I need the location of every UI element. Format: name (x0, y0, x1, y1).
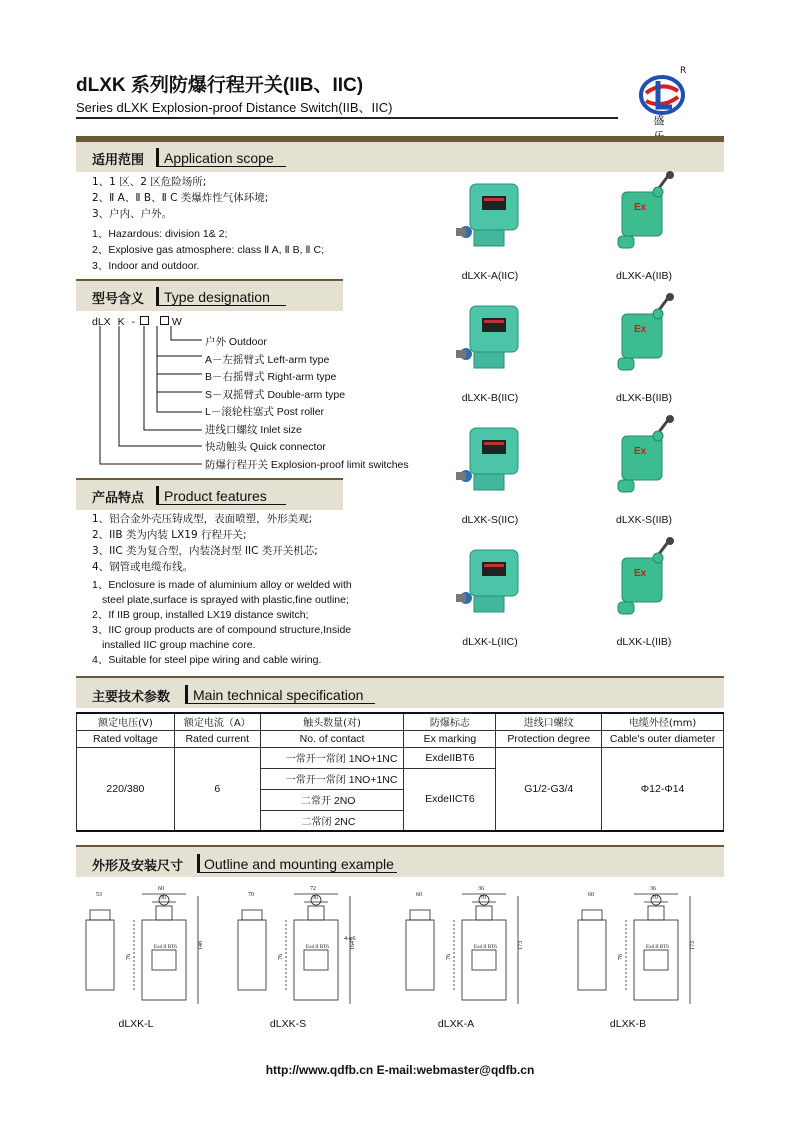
scope-underline (156, 166, 286, 167)
svg-text:Ex: Ex (634, 324, 647, 335)
header-cell: 额定电压(V) (77, 713, 175, 730)
svg-text:60: 60 (158, 886, 164, 892)
row-en: Right-arm type (267, 371, 337, 383)
designation-row (205, 422, 409, 440)
list-item: 3、Indoor and outdoor. (92, 260, 200, 272)
outline-drawing (572, 880, 722, 1015)
registered-mark: R (680, 66, 687, 76)
spec-title-en: Main technical specification (193, 687, 364, 703)
features-title-en: Product features (164, 488, 267, 504)
current-cell: 6 (174, 747, 260, 831)
svg-text:76: 76 (126, 954, 132, 960)
list-item: 2、IIB 类为内装 LX19 行程开关; (92, 529, 247, 541)
list-item: 1、Enclosure is made of aluminium alloy or welded with (92, 579, 352, 591)
list-item: 4、Suitable for steel pipe wiring and cable wiring. (92, 654, 322, 666)
scope-list-en (92, 226, 324, 274)
header-cell: 触头数量(对) (260, 713, 404, 730)
row-en: Explosion-proof limit switches (270, 458, 409, 471)
photo-label: dLXK-A(IIC) (461, 270, 519, 282)
contact-cn: 二常开 (300, 796, 331, 807)
drawing-label: dLXK-S (269, 1018, 307, 1030)
designation-row (205, 387, 409, 405)
designation-underline (156, 305, 286, 306)
row-en: Post roller (276, 406, 325, 418)
outline-underline (197, 872, 397, 873)
svg-text:76: 76 (446, 954, 452, 960)
svg-text:70: 70 (248, 892, 254, 898)
designation-row (205, 439, 409, 457)
header-cell: 电缆外径(mm) (602, 713, 724, 730)
header-cell: 额定电流（A） (174, 713, 260, 730)
code-part: dLX (92, 316, 111, 328)
photo-label: dLXK-L(IIB) (616, 636, 672, 648)
svg-text:148: 148 (198, 941, 204, 950)
features-title-cn: 产品特点 (92, 491, 145, 506)
scope-title-divider (156, 148, 159, 166)
header-cell: Ex marking (404, 730, 496, 747)
row-cn: 防爆行程开关 (205, 458, 268, 471)
svg-text:36: 36 (478, 886, 484, 892)
designation-row (205, 334, 409, 352)
scope-title-en: Application scope (164, 150, 274, 166)
outline-drawing (400, 880, 550, 1015)
contact-en: 1NO+1NC (348, 774, 398, 786)
table-header-row-en (77, 730, 724, 747)
outline-title-en: Outline and mounting example (204, 856, 394, 872)
table-row (77, 747, 724, 768)
row-cn: 户外 (205, 336, 226, 348)
spec-underline (185, 703, 375, 704)
svg-text:36: 36 (312, 895, 318, 901)
contact-cell (260, 747, 404, 768)
contact-en: 2NO (333, 795, 356, 807)
designation-row (205, 352, 409, 370)
header-cell: 防爆标志 (404, 713, 496, 730)
logo-text: 盛 (653, 114, 683, 127)
row-en: Inlet size (260, 423, 302, 436)
scope-title-cn: 适用范围 (92, 153, 145, 168)
page-subtitle: Series dLXK Explosion-proof Distance Switch(IIB、IIC) (76, 100, 393, 115)
svg-text:Ex: Ex (634, 202, 647, 213)
spec-band (76, 678, 724, 708)
list-item: 3、IIC 类为复合型，内装浇封型 IIC 类开关机芯; (92, 545, 318, 557)
contact-cell (260, 810, 404, 831)
svg-text:53: 53 (96, 892, 102, 898)
row-cn: 快动触头 (205, 441, 247, 453)
ex-cell: ExdeIICT6 (404, 768, 496, 831)
spec-table (76, 712, 724, 832)
svg-text:60: 60 (588, 892, 594, 898)
row-cn: S－双摇臂式 (205, 388, 265, 401)
svg-text:Exd II BT6: Exd II BT6 (306, 945, 329, 950)
row-en: Left-arm type (267, 353, 330, 366)
designation-title-cn: 型号含义 (92, 292, 145, 307)
code-box (160, 316, 169, 325)
svg-text:173: 173 (690, 941, 696, 950)
list-item: 1、Hazardous: division 1& 2; (92, 228, 228, 240)
svg-text:Exd II BT6: Exd II BT6 (646, 945, 669, 950)
product-photo (598, 414, 688, 504)
svg-text:36: 36 (650, 886, 656, 892)
svg-text:4-φ6: 4-φ6 (344, 936, 356, 942)
list-item: 3、户内、户外。 (92, 208, 173, 220)
list-item: 2、Explosive gas atmosphere: class Ⅱ A, Ⅱ B, Ⅱ C; (92, 244, 325, 256)
header-cell: 进线口螺纹 (496, 713, 602, 730)
contact-en: 2NC (334, 815, 356, 828)
voltage-cell: 220/380 (77, 747, 175, 831)
list-item: 2、Ⅱ A、Ⅱ B、Ⅱ C 类爆炸性气体环境; (92, 192, 269, 204)
svg-text:164: 164 (350, 941, 356, 950)
svg-text:Ex: Ex (634, 446, 647, 457)
features-list-en (92, 578, 352, 668)
designation-leader-lines (92, 326, 212, 468)
row-cn: L－滚轮柱塞式 (205, 406, 274, 418)
list-item: 1、铝合金外壳压铸成型，表面喷塑，外形美观; (92, 513, 313, 525)
photo-label: dLXK-B(IIC) (461, 392, 519, 404)
header-cell: Rated current (174, 730, 260, 747)
contact-cell (260, 768, 404, 789)
drawing-label: dLXK-A (437, 1018, 475, 1030)
outline-title-divider (197, 854, 200, 872)
contact-cn: 一常开一常闭 (285, 754, 346, 765)
list-item: 2、If IIB group, installed LX19 distance switch; (92, 609, 309, 621)
features-underline (156, 504, 286, 505)
designation-title-divider (156, 287, 159, 305)
svg-text:Ex: Ex (634, 568, 647, 579)
row-en: Outdoor (228, 336, 267, 348)
scope-list-cn (92, 174, 268, 222)
photo-label: dLXK-S(IIC) (461, 514, 519, 526)
product-photo (598, 292, 688, 382)
svg-text:76: 76 (618, 954, 624, 960)
product-photo (598, 536, 688, 626)
row-en: Quick connector (249, 441, 326, 453)
protection-cell: G1/2-G3/4 (496, 747, 602, 831)
list-item: steel plate,surface is sprayed with plastic,fine outline; (102, 594, 349, 606)
contact-cell (260, 789, 404, 810)
product-photo (598, 170, 688, 260)
header-cell: No. of contact (260, 730, 404, 747)
cable-cell: Φ12-Φ14 (602, 747, 724, 831)
list-item: 3、IIC group products are of compound structure,Inside (92, 624, 352, 636)
drawing-label: dLXK-B (609, 1018, 647, 1030)
page-title: dLXK 系列防爆行程开关(IIB、IIC) (76, 75, 364, 96)
photo-label: dLXK-L(IIC) (462, 636, 518, 648)
title-divider (76, 117, 618, 119)
outline-drawing (80, 880, 230, 1015)
svg-text:76: 76 (278, 954, 284, 960)
designation-title-en: Type designation (164, 289, 270, 305)
photo-label: dLXK-B(IIB) (615, 392, 673, 404)
row-en: Double-arm type (267, 388, 346, 401)
spec-title-cn: 主要技术参数 (92, 690, 171, 705)
product-photo (444, 414, 534, 504)
header-cell: Rated voltage (77, 730, 175, 747)
svg-text:Exd II BT6: Exd II BT6 (154, 945, 177, 950)
svg-text:70: 70 (480, 895, 486, 901)
svg-text:60: 60 (416, 892, 422, 898)
code-part: K (117, 316, 125, 328)
product-photo (444, 170, 534, 260)
footer-contact: http://www.qdfb.cn E-mail:webmaster@qdfb.cn (265, 1063, 535, 1077)
row-cn: B－右摇臂式 (205, 371, 265, 383)
row-cn: A－左摇臂式 (205, 353, 265, 366)
contact-cn: 一常开一常闭 (285, 775, 346, 786)
table-header-row-cn (77, 713, 724, 730)
designation-row (205, 457, 409, 475)
spec-title-divider (185, 685, 188, 703)
svg-text:36: 36 (160, 895, 166, 901)
photo-label: dLXK-A(IIB) (615, 270, 673, 282)
product-photo (444, 536, 534, 626)
code-box (140, 316, 149, 325)
code-part: W (171, 316, 182, 328)
row-cn: 进线口螺纹 (205, 423, 258, 436)
drawing-label: dLXK-L (118, 1018, 154, 1030)
code-part: - (131, 316, 136, 328)
features-title-divider (156, 486, 159, 504)
svg-text:72: 72 (310, 886, 316, 892)
ex-cell: ExdeIIBT6 (404, 747, 496, 768)
contact-cn: 二常闭 (301, 816, 332, 828)
outline-title-cn: 外形及安装尺寸 (92, 859, 184, 874)
designation-row (205, 369, 409, 387)
header-cell: Protection degree (496, 730, 602, 747)
photo-label: dLXK-S(IIB) (615, 514, 673, 526)
list-item: installed IIC group machine core. (102, 639, 256, 651)
svg-text:Exd II BT6: Exd II BT6 (474, 945, 497, 950)
list-item: 4、钢管或电缆布线。 (92, 561, 194, 573)
svg-text:173: 173 (518, 941, 524, 950)
svg-text:70: 70 (652, 895, 658, 901)
product-photo (444, 292, 534, 382)
outline-drawing (232, 880, 382, 1015)
header-cell: Cable's outer diameter (602, 730, 724, 747)
designation-row (205, 404, 409, 422)
features-list-cn (92, 511, 318, 575)
list-item: 1、1 区、2 区危险场所; (92, 176, 207, 188)
contact-en: 1NO+1NC (348, 753, 398, 765)
designation-list (205, 334, 409, 474)
